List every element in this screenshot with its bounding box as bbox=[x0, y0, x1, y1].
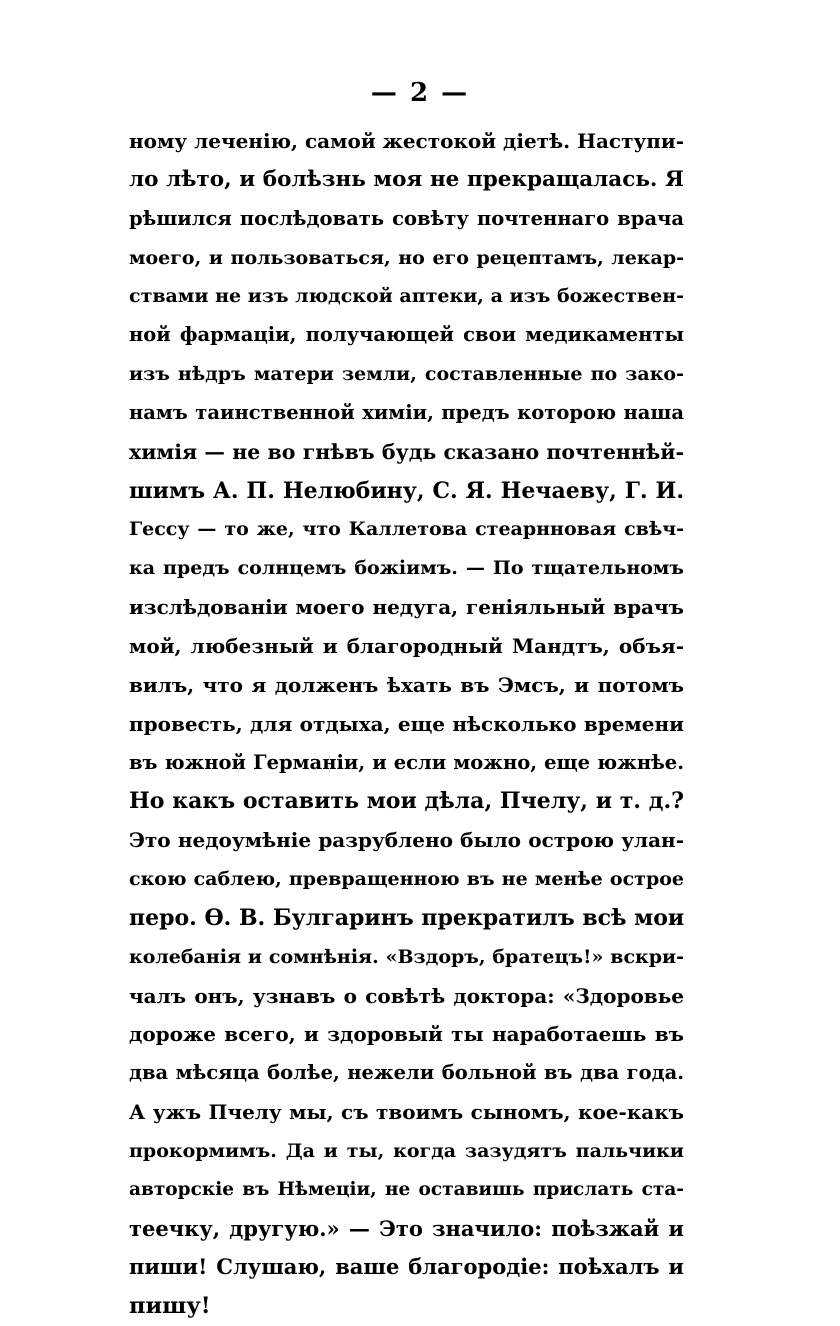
text-line: Это недоумѣніе разрублено было острою улан- bbox=[129, 828, 684, 853]
text-line: химія — не во гнѣвъ будь сказано почтеннѣй- bbox=[129, 439, 684, 464]
page-text bbox=[129, 122, 684, 1326]
text-line: Гессу — то же, что Каллетова стеарнновая свѣч- bbox=[129, 518, 684, 541]
page-number: — 2 — bbox=[370, 78, 470, 108]
text-line: скою саблею, превращенною въ не менѣе острое bbox=[129, 868, 684, 891]
text-line: чалъ онъ, узнавъ о совѣтѣ доктора: «Здоровье bbox=[129, 983, 684, 1008]
text-line: дороже всего, и здоровый ты наработаешь въ bbox=[129, 1022, 684, 1047]
text-line: шимъ А. П. Нелюбину, С. Я. Нечаеву, Г. И. bbox=[129, 477, 684, 504]
text-line: ной фармаціи, получающей свои медикаменты bbox=[129, 323, 684, 347]
text-line: перо. Ѳ. В. Булгаринъ прекратилъ всѣ мои bbox=[129, 904, 684, 931]
text-line: ствами не изъ людской аптеки, а изъ божествен- bbox=[129, 285, 684, 308]
text-line: прокормимъ. Да и ты, когда зазудятъ пальчики bbox=[129, 1139, 684, 1162]
text-line: вилъ, что я долженъ ѣхать въ Эмсъ, и потомъ bbox=[129, 672, 684, 697]
text-line: въ южной Германіи, и если можно, еще южнѣе. bbox=[129, 750, 684, 774]
text-line-last: пишу! bbox=[129, 1293, 211, 1320]
text-line: ло лѣто, и болѣзнь моя не прекращалась. Я bbox=[129, 166, 684, 192]
text-line: провесть, для отдыха, еще нѣсколько времени bbox=[129, 711, 684, 736]
text-line: ка предъ солнцемъ божіимъ. — По тщательномъ bbox=[129, 557, 684, 580]
text-line: ному леченію, самой жестокой діетѣ. Наступи- bbox=[129, 129, 684, 153]
text-line: колебанія и сомнѣнія. «Вздоръ, братецъ!» вскри- bbox=[129, 945, 684, 968]
text-line: Но какъ оставить мои дѣла, Пчелу, и т. д.? bbox=[129, 788, 684, 815]
text-line: авторскіе въ Нѣмеціи, не оставишь прислать ста- bbox=[129, 1178, 684, 1200]
text-line: пиши! Слушаю, ваше благородіе: поѣхалъ и bbox=[129, 1254, 684, 1280]
text-line: рѣшился послѣдовать совѣту почтеннаго врача bbox=[129, 206, 684, 230]
text-line: теечку, другую.» — Это значило: поѣзжай и bbox=[129, 1215, 684, 1241]
text-line: А ужъ Пчелу мы, съ твоимъ сыномъ, кое-какъ bbox=[129, 1100, 684, 1125]
text-line: два мѣсяца болѣе, нежели больной въ два года. bbox=[129, 1061, 684, 1085]
text-line: мой, любезный и благородный Мандтъ, объя- bbox=[129, 633, 684, 658]
text-line: изъ нѣдръ матери земли, составленные по зако- bbox=[129, 363, 684, 386]
text-line: моего, и пользоваться, но его рецептамъ, лекар- bbox=[129, 246, 684, 269]
text-line: изслѣдованіи моего недуга, геніяльный врачъ bbox=[129, 595, 684, 620]
text-line: намъ таинственной химіи, предъ которою наша bbox=[129, 400, 684, 424]
